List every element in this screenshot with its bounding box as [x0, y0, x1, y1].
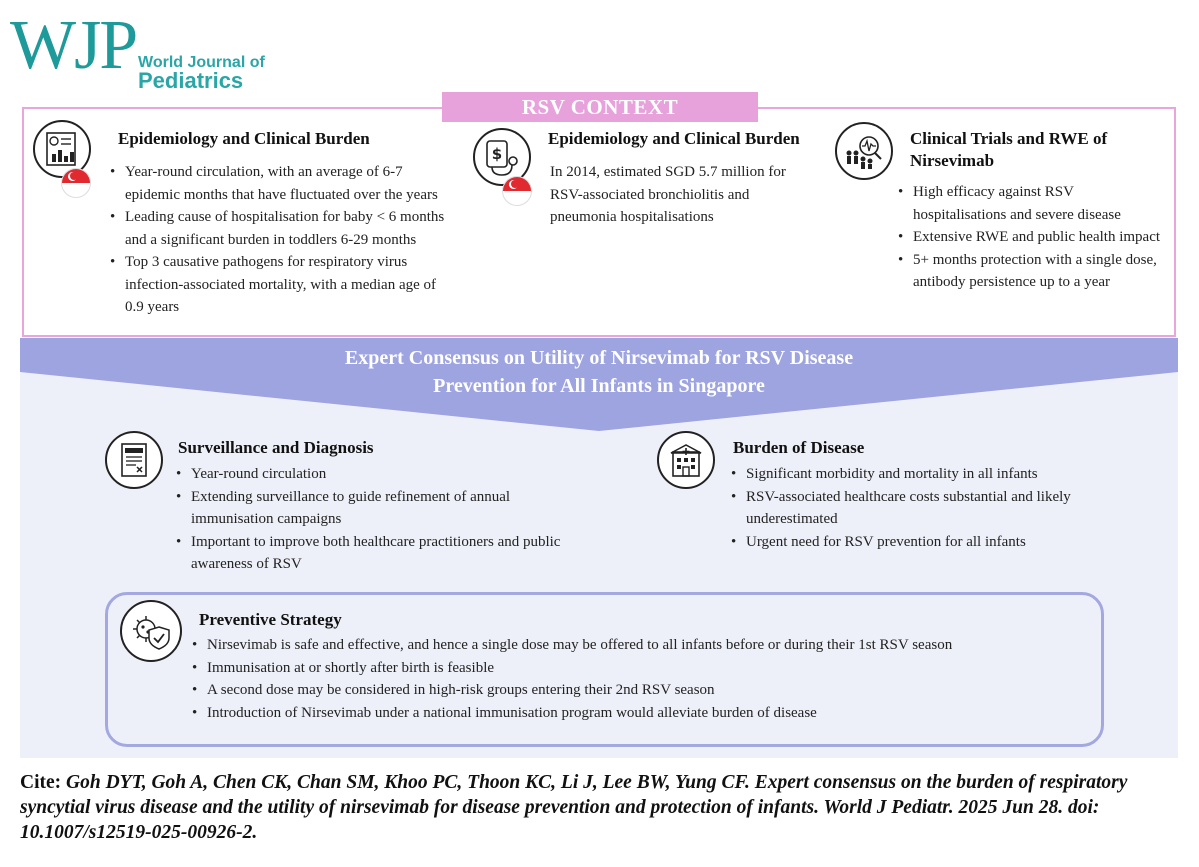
list-item: • Significant morbidity and mortality in all infants	[731, 463, 1131, 486]
logo-mark: WJP	[10, 7, 137, 84]
logo-line2: Pediatrics	[138, 68, 244, 93]
journal-logo	[10, 8, 350, 98]
col3-title: Clinical Trials and RWE of Nirsevimab	[910, 129, 1108, 170]
list-item: • Top 3 causative pathogens for respiratory virus infection-associated mortality, with a median age of 0.9 years	[110, 251, 490, 319]
surveillance-title: Surveillance and Diagnosis	[178, 438, 374, 457]
report-document-icon	[105, 431, 163, 489]
col2-text: In 2014, estimated SGD 5.7 million for RSV-associated bronchiolitis and pneumonia hospitalisations	[550, 164, 786, 225]
list-item: • Nirsevimab is safe and effective, and hence a single dose may be offered to all infants before or during their 1st RSV season	[192, 634, 1082, 657]
logo-line1: World Journal of	[138, 54, 265, 71]
list-item: • 5+ months protection with a single dose, antibody persistence up to a year	[898, 249, 1176, 294]
preventive-bullets	[192, 634, 1082, 724]
citation-label: Cite:	[20, 772, 62, 793]
preventive-title: Preventive Strategy	[199, 610, 342, 629]
list-item: • High efficacy against RSV hospitalisations and severe disease	[898, 181, 1176, 226]
burden-bullets	[731, 463, 1131, 553]
svg-text:$: $	[491, 145, 503, 163]
list-item: • Year-round circulation	[176, 463, 606, 486]
col1-title: Epidemiology and Clinical Burden	[118, 129, 370, 148]
hospital-icon	[657, 431, 715, 489]
list-item: • Immunisation at or shortly after birth is feasible	[192, 657, 1082, 680]
col3-bullets	[898, 181, 1176, 294]
list-item: • Urgent need for RSV prevention for all infants	[731, 531, 1131, 554]
singapore-flag-icon	[502, 176, 532, 206]
list-item: • Extensive RWE and public health impact	[898, 226, 1176, 249]
consensus-title: Expert Consensus on Utility of Nirsevimab for RSV Disease Prevention for All Infants in Singapore	[344, 347, 854, 397]
list-item: • RSV-associated healthcare costs substantial and likely underestimated	[731, 486, 1131, 531]
rsv-context-title: RSV CONTEXT	[442, 92, 758, 122]
citation-text: Goh DYT, Goh A, Chen CK, Chan SM, Khoo PC, Thoon KC, Li J, Lee BW, Yung CF. Expert consensus on the burden of respiratory syncytial virus disease and the utility of nirsevimab for disease prevention and protection of infants. World J Pediatr. 2025 Jun 28. doi: 10.1007/s12519-025-00926-2.	[20, 772, 1128, 843]
list-item: • A second dose may be considered in high-risk groups entering their 2nd RSV season	[192, 679, 1082, 702]
col1-bullets	[110, 161, 490, 319]
list-item: • Leading cause of hospitalisation for baby < 6 months and a significant burden in toddlers 6-29 months	[110, 206, 490, 251]
list-item: • Introduction of Nirsevimab under a national immunisation program would alleviate burden of disease	[192, 702, 1082, 725]
surveillance-bullets	[176, 463, 606, 576]
list-item: • Year-round circulation, with an average of 6-7 epidemic months that have fluctuated over the years	[110, 161, 490, 206]
col2-title: Epidemiology and Clinical Burden	[548, 129, 800, 148]
clinical-trial-people-icon	[835, 122, 893, 180]
list-item: • Important to improve both healthcare practitioners and public awareness of RSV	[176, 531, 606, 576]
virus-shield-icon	[120, 600, 182, 662]
burden-title: Burden of Disease	[733, 438, 865, 457]
singapore-flag-icon	[61, 168, 91, 198]
citation	[20, 770, 1185, 845]
list-item: • Extending surveillance to guide refinement of annual immunisation campaigns	[176, 486, 606, 531]
